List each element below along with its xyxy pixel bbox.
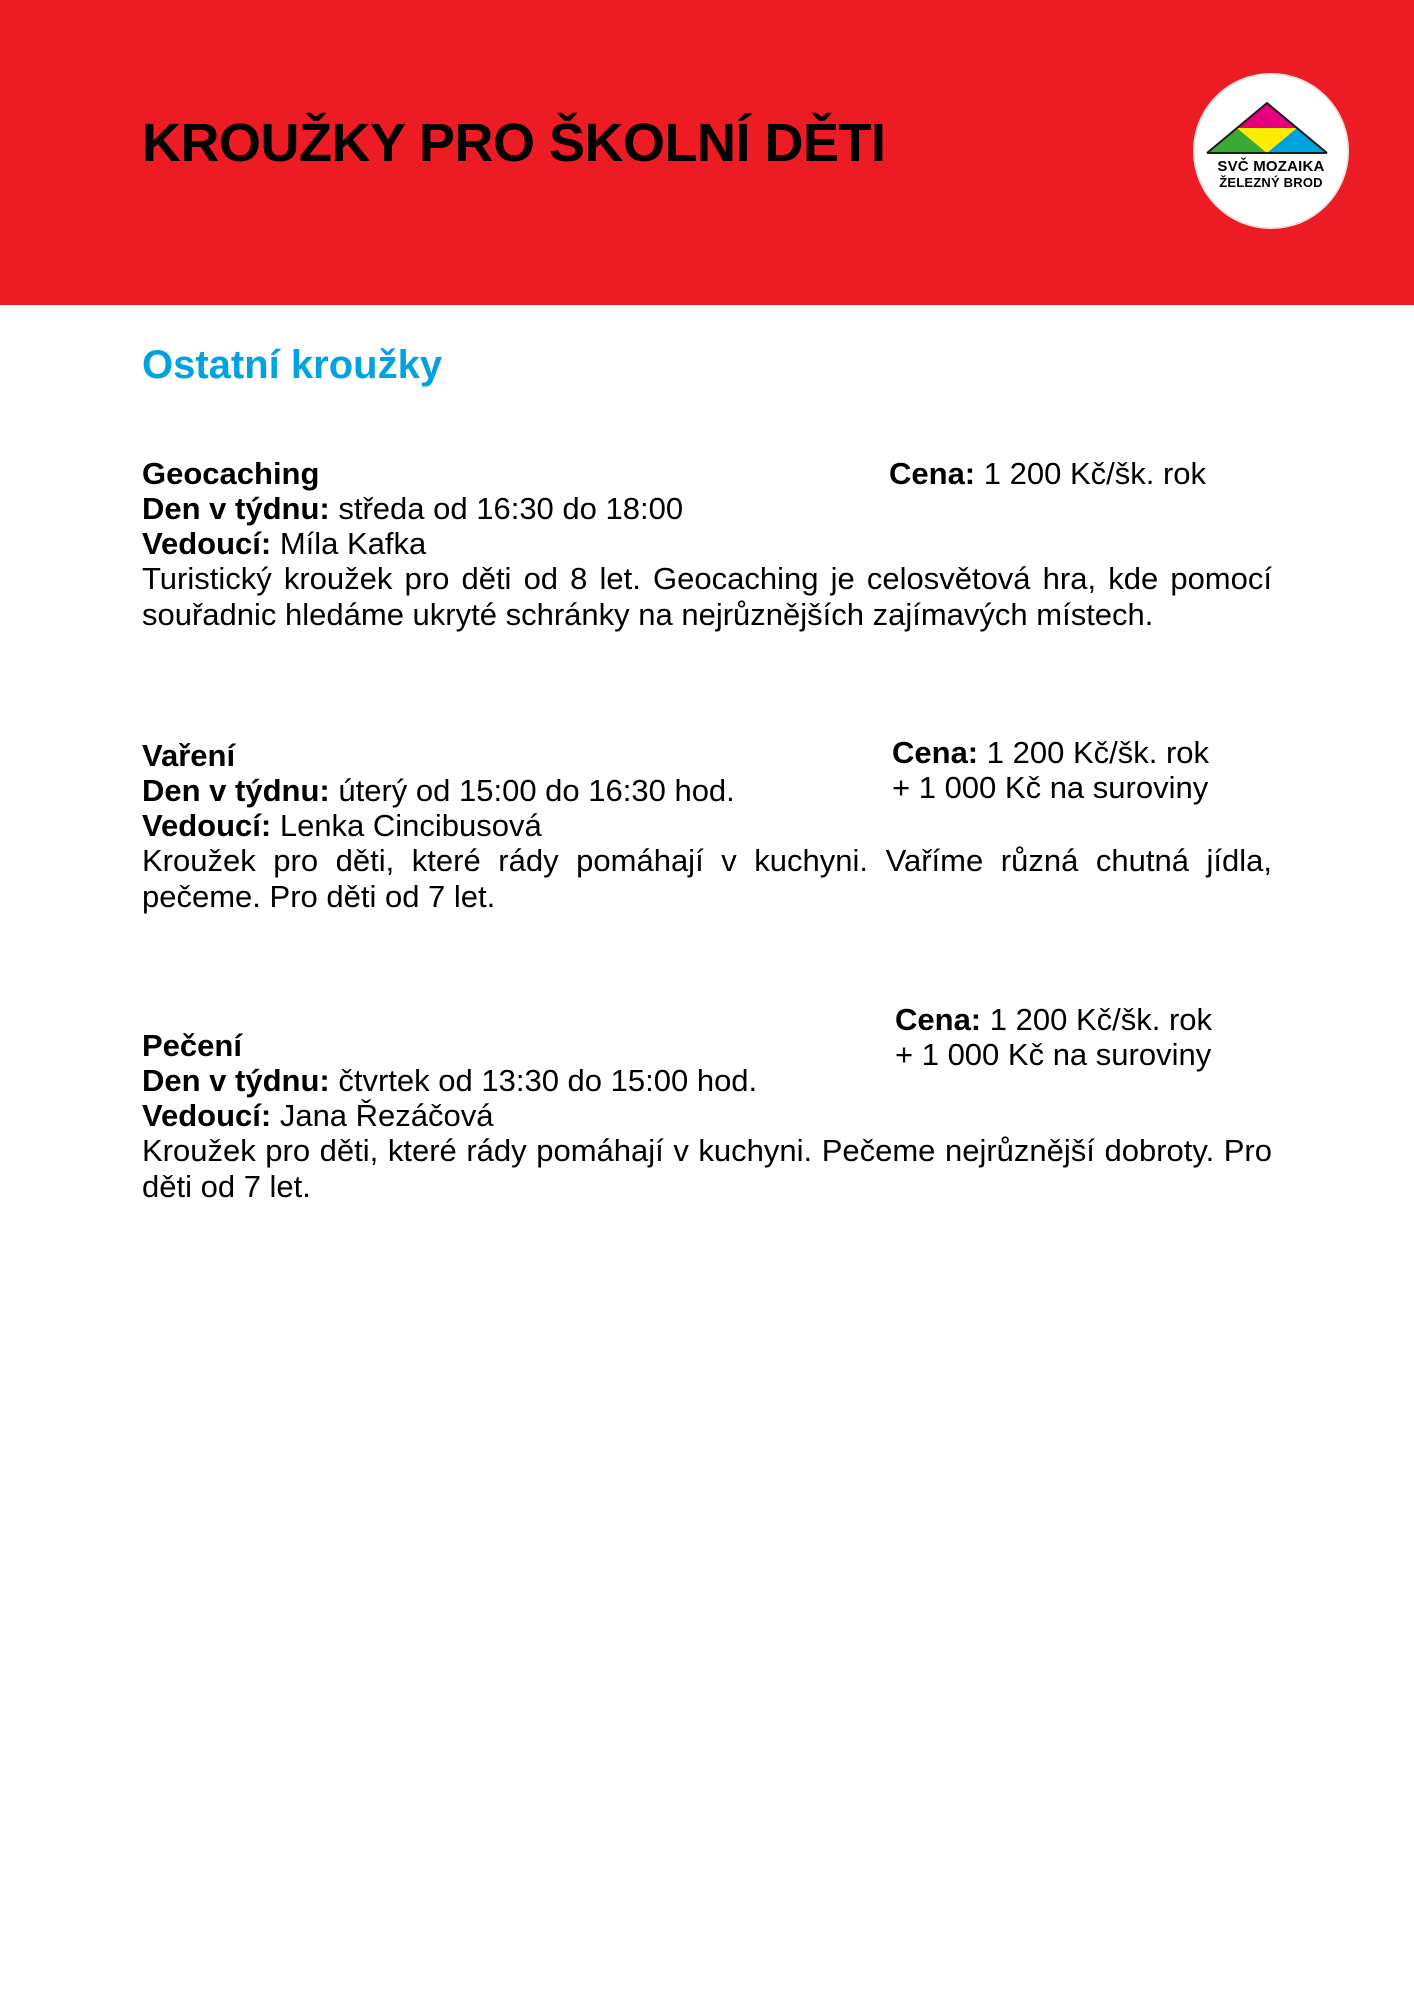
header-banner bbox=[0, 0, 1414, 305]
club-leader: Vedoucí: Lenka Cincibusová bbox=[142, 808, 542, 843]
club-day: Den v týdnu: čtvrtek od 13:30 do 15:00 hod. bbox=[142, 1063, 758, 1098]
page-title: KROUŽKY PRO ŠKOLNÍ DĚTI bbox=[142, 113, 886, 173]
mozaika-triangles-icon bbox=[1193, 73, 1349, 229]
club-leader: Vedoucí: Jana Řezáčová bbox=[142, 1098, 494, 1133]
club-description: Turistický kroužek pro děti od 8 let. Geocaching je celosvětová hra, kde pomocí souřadnic hledáme ukryté schránky na nejrůznějších zajímavých místech. bbox=[142, 561, 1272, 632]
club-description: Kroužek pro děti, které rády pomáhají v kuchyni. Pečeme nejrůznější dobroty. Pro děti od 7 let. bbox=[142, 1133, 1272, 1204]
club-price-extra: + 1 000 Kč na suroviny bbox=[892, 770, 1209, 805]
svc-mozaika-logo bbox=[1193, 73, 1349, 229]
club-price: Cena: 1 200 Kč/šk. rok bbox=[892, 735, 1210, 770]
club-name: Vaření bbox=[142, 738, 236, 773]
club-price: Cena: 1 200 Kč/šk. rok bbox=[895, 1002, 1213, 1037]
section-title: Ostatní kroužky bbox=[142, 343, 443, 387]
club-name: Geocaching bbox=[142, 456, 320, 491]
club-price: Cena: 1 200 Kč/šk. rok bbox=[889, 456, 1207, 491]
club-description: Kroužek pro děti, které rády pomáhají v kuchyni. Vaříme různá chutná jídla, pečeme. Pro děti od 7 let. bbox=[142, 843, 1272, 914]
logo-text-town: ŽELEZNÝ BROD bbox=[1219, 175, 1323, 190]
club-leader: Vedoucí: Míla Kafka bbox=[142, 526, 427, 561]
club-day: Den v týdnu: úterý od 15:00 do 16:30 hod. bbox=[142, 773, 735, 808]
logo-text-name: SVČ MOZAIKA bbox=[1217, 158, 1325, 175]
club-price-extra: + 1 000 Kč na suroviny bbox=[895, 1037, 1212, 1072]
club-day: Den v týdnu: středa od 16:30 do 18:00 bbox=[142, 491, 684, 526]
club-name: Pečení bbox=[142, 1028, 242, 1063]
